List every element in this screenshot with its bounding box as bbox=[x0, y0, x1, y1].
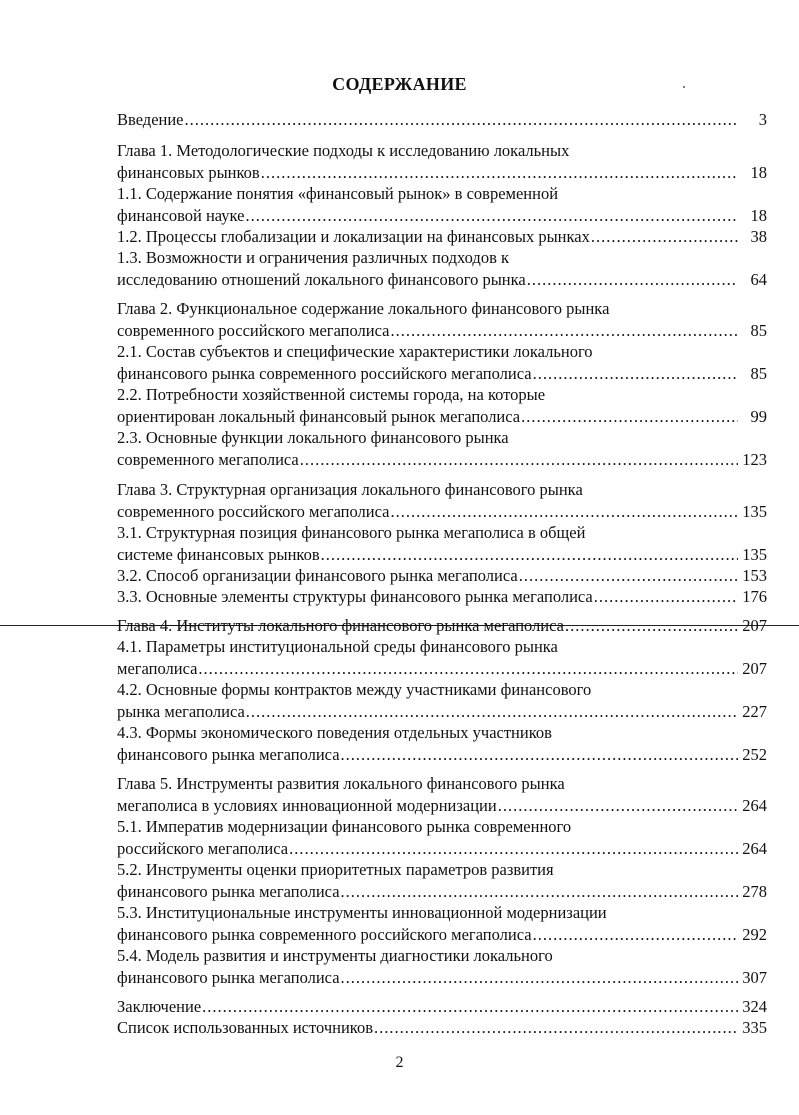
toc-entry-section-5-4[interactable] bbox=[117, 945, 767, 988]
toc-entry-title: современного мегаполиса bbox=[117, 449, 299, 469]
toc-entry-title: исследованию отношений локального финансового рынка bbox=[117, 269, 526, 289]
toc-page-number: 227 bbox=[742, 701, 767, 721]
toc-page-number: 135 bbox=[742, 501, 767, 521]
toc-page-number: 292 bbox=[742, 924, 767, 944]
toc-leader-dots bbox=[261, 162, 738, 184]
toc-entry-section-2-3[interactable] bbox=[117, 427, 767, 470]
toc-entry-section-4-1[interactable] bbox=[117, 636, 767, 679]
toc-entry-title: Глава 3. Структурная организация локального финансового рынка bbox=[117, 480, 583, 499]
toc-page-number: 264 bbox=[742, 838, 767, 858]
toc-entry-section-5-2[interactable] bbox=[117, 859, 767, 902]
toc-entry-chapter-3[interactable] bbox=[117, 479, 767, 522]
toc-entry-title: 1.2. Процессы глобализации и локализации на финансовых рынках bbox=[117, 227, 590, 246]
toc-page-number: 176 bbox=[742, 587, 767, 606]
toc-leader-dots bbox=[565, 615, 738, 637]
toc-entry-chapter-2[interactable] bbox=[117, 298, 767, 341]
toc-entry-title: финансовой науке bbox=[117, 205, 245, 225]
toc-entry-title: современного российского мегаполиса bbox=[117, 320, 390, 340]
toc-entry-title: 4.2. Основные формы контрактов между участниками финансового bbox=[117, 680, 592, 699]
toc-entry-title: 5.3. Институциональные инструменты инновационной модернизации bbox=[117, 903, 607, 922]
toc-page-number: 264 bbox=[742, 795, 767, 815]
toc-entry-title: финансового рынка мегаполиса bbox=[117, 967, 340, 987]
toc-leader-dots bbox=[300, 449, 738, 471]
toc-entry-section-2-1[interactable] bbox=[117, 341, 767, 384]
toc-entry-section-4-2[interactable] bbox=[117, 679, 767, 722]
toc-page-number: 3 bbox=[758, 110, 767, 129]
toc-page-number: 307 bbox=[742, 967, 767, 987]
toc-entry-title: 4.1. Параметры институциональной среды финансового рынка bbox=[117, 637, 558, 656]
toc-entry-title: 2.2. Потребности хозяйственной системы города, на которые bbox=[117, 385, 546, 404]
toc-leader-dots bbox=[341, 744, 738, 766]
toc-entry-section-3-3[interactable] bbox=[117, 586, 767, 608]
toc-entry-section-3-2[interactable] bbox=[117, 565, 767, 587]
toc-page-number: 18 bbox=[750, 205, 767, 225]
toc-entry-title: финансового рынка современного российского мегаполиса bbox=[117, 363, 532, 383]
toc-entry-title: 4.3. Формы экономического поведения отдельных участников bbox=[117, 723, 552, 742]
toc-page-number: 207 bbox=[742, 658, 767, 678]
toc-leader-dots bbox=[185, 109, 738, 131]
toc-leader-dots bbox=[591, 226, 738, 248]
toc-entry-title: Введение bbox=[117, 110, 184, 129]
page-title: СОДЕРЖАНИЕ bbox=[332, 74, 467, 94]
toc-page-number: 123 bbox=[742, 449, 767, 469]
toc-entry-title: системе финансовых рынков bbox=[117, 544, 320, 564]
page-number: 2 bbox=[395, 1054, 404, 1071]
toc-entry-title: 3.3. Основные элементы структуры финансового рынка мегаполиса bbox=[117, 587, 593, 606]
toc-page-number: 85 bbox=[750, 320, 767, 340]
toc-leader-dots bbox=[374, 1017, 738, 1039]
toc-leader-dots bbox=[289, 838, 738, 860]
toc-entry-chapter-5[interactable] bbox=[117, 773, 767, 816]
toc-leader-dots bbox=[321, 544, 738, 566]
toc-entry-title: 1.1. Содержание понятия «финансовый рынок» в современной bbox=[117, 184, 559, 203]
toc-entry-title: рынка мегаполиса bbox=[117, 701, 245, 721]
toc-leader-dots bbox=[390, 501, 738, 523]
toc-entry-section-1-2[interactable] bbox=[117, 226, 767, 248]
toc-leader-dots bbox=[533, 924, 738, 946]
toc-entry-title: Глава 2. Функциональное содержание локального финансового рынка bbox=[117, 299, 610, 318]
toc-entry-title: российского мегаполиса bbox=[117, 838, 289, 858]
toc-entry-title: 5.4. Модель развития и инструменты диагностики локального bbox=[117, 946, 553, 965]
toc-entry-section-5-1[interactable] bbox=[117, 816, 767, 859]
toc-entry-section-1-3[interactable] bbox=[117, 247, 767, 290]
toc-entry-title: современного российского мегаполиса bbox=[117, 501, 390, 521]
toc-entry-title: 2.1. Состав субъектов и специфические характеристики локального bbox=[117, 342, 593, 361]
toc-entry-section-5-3[interactable] bbox=[117, 902, 767, 945]
toc-leader-dots bbox=[341, 881, 738, 903]
toc-entry-title: 1.3. Возможности и ограничения различных подходов к bbox=[117, 248, 509, 267]
toc-entry-section-2-2[interactable] bbox=[117, 384, 767, 427]
toc-leader-dots bbox=[527, 269, 738, 291]
toc-entry-intro[interactable] bbox=[117, 109, 767, 131]
toc-page-number: 38 bbox=[750, 227, 767, 246]
toc-leader-dots bbox=[202, 996, 738, 1018]
toc-entry-title: финансового рынка современного российского мегаполиса bbox=[117, 924, 532, 944]
toc-entry-title: финансовых рынков bbox=[117, 162, 260, 182]
toc-leader-dots bbox=[246, 701, 738, 723]
toc-leader-dots bbox=[198, 658, 738, 680]
toc-entry-section-3-1[interactable] bbox=[117, 522, 767, 565]
toc-page-number: 64 bbox=[750, 269, 767, 289]
toc-entry-title: Список использованных источников bbox=[117, 1018, 373, 1037]
toc-entry-title: 5.2. Инструменты оценки приоритетных параметров развития bbox=[117, 860, 554, 879]
toc-page-number: 99 bbox=[750, 406, 767, 426]
toc-leader-dots bbox=[390, 320, 738, 342]
toc-page-number: 335 bbox=[742, 1018, 767, 1037]
toc-page-number: 153 bbox=[742, 566, 767, 585]
toc-entry-title: мегаполиса в условиях инновационной модернизации bbox=[117, 795, 497, 815]
toc-entry-section-4-3[interactable] bbox=[117, 722, 767, 765]
toc-entry-title: финансового рынка мегаполиса bbox=[117, 881, 340, 901]
toc-entry-title: 3.1. Структурная позиция финансового рынка мегаполиса в общей bbox=[117, 523, 586, 542]
toc-entry-section-1-1[interactable] bbox=[117, 183, 767, 226]
toc-page-number: 324 bbox=[742, 997, 767, 1016]
toc-page-number: 252 bbox=[742, 744, 767, 764]
toc-entry-references[interactable] bbox=[117, 1017, 767, 1039]
toc-entry-title: финансового рынка мегаполиса bbox=[117, 744, 340, 764]
toc-entry-chapter-1[interactable] bbox=[117, 140, 767, 183]
toc-leader-dots bbox=[594, 586, 738, 608]
toc-leader-dots bbox=[341, 967, 738, 989]
toc-entry-title: 2.3. Основные функции локального финансового рынка bbox=[117, 428, 509, 447]
toc-entry-title: Глава 4. Институты локального финансового рынка мегаполиса bbox=[117, 616, 564, 635]
toc-leader-dots bbox=[519, 565, 738, 587]
toc-entry-title: ориентирован локальный финансовый рынок мегаполиса bbox=[117, 406, 521, 426]
toc-entry-title: 5.1. Императив модернизации финансового рынка современного bbox=[117, 817, 572, 836]
toc-entry-title: Глава 5. Инструменты развития локального финансового рынка bbox=[117, 774, 565, 793]
toc-leader-dots bbox=[245, 205, 738, 227]
toc-entry-title: 3.2. Способ организации финансового рынка мегаполиса bbox=[117, 566, 518, 585]
toc-page-number: 135 bbox=[742, 544, 767, 564]
toc-page-number: 85 bbox=[750, 363, 767, 383]
toc-entry-title: Глава 1. Методологические подходы к исследованию локальных bbox=[117, 141, 570, 160]
toc-entry-title: Заключение bbox=[117, 997, 202, 1016]
toc-page-number: 207 bbox=[742, 616, 767, 635]
toc-page-number: 278 bbox=[742, 881, 767, 901]
toc-entry-title: мегаполиса bbox=[117, 658, 198, 678]
toc-leader-dots bbox=[521, 406, 738, 428]
toc-entry-conclusion[interactable] bbox=[117, 996, 767, 1018]
toc-leader-dots bbox=[498, 795, 738, 817]
toc-entry-chapter-4[interactable] bbox=[117, 615, 767, 637]
toc-page-number: 18 bbox=[750, 162, 767, 182]
toc-leader-dots bbox=[533, 363, 738, 385]
